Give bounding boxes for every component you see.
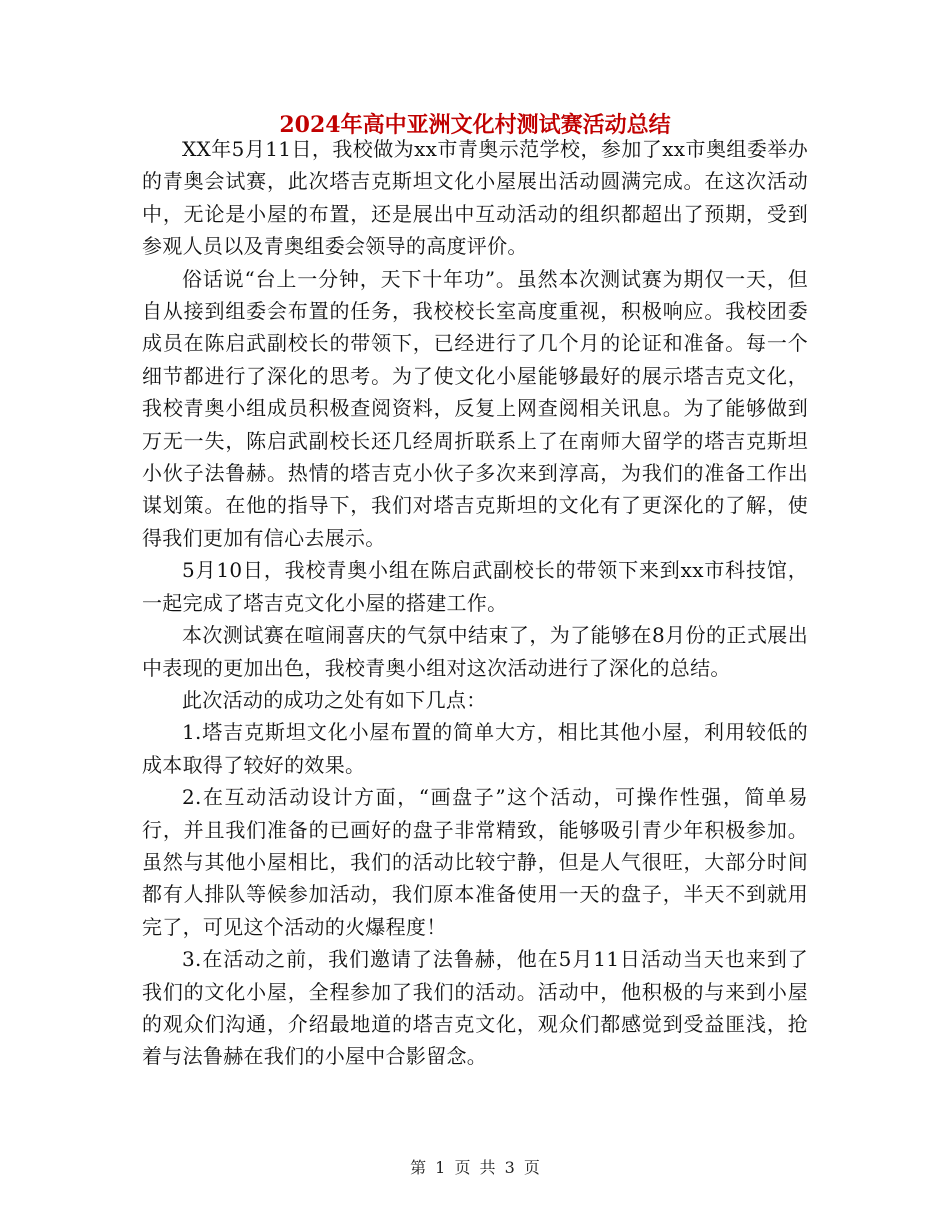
paragraph-point-1: 1.塔吉克斯坦文化小屋布置的简单大方，相比其他小屋，利用较低的成本取得了较好的效果。: [142, 720, 808, 777]
paragraph-point-3: 3.在活动之前，我们邀请了法鲁赫，他在5月11日活动当天也来到了我们的文化小屋，全程参加了我们的活动。活动中，他积极的与来到小屋的观众们沟通，介绍最地道的塔吉克文化，观众们都感觉到受益匪浅，抢着与法鲁赫在我们的小屋中合影留念。: [142, 947, 808, 1069]
paragraph-preparation: 俗话说“台上一分钟，天下十年功”。虽然本次测试赛为期仅一天，但自从接到组委会布置的任务，我校校长室高度重视，积极响应。我校团委成员在陈启武副校长的带领下，已经进行了几个月的论证和准备。每一个细节都进行了深化的思考。为了使文化小屋能够最好的展示塔吉克文化，我校青奥小组成员积极查阅资料，反复上网查阅相关讯息。为了能够做到万无一失，陈启武副校长还几经周折联系上了在南师大留学的塔吉克斯坦小伙子法鲁赫。热情的塔吉克小伙子多次来到淳高，为我们的准备工作出谋划策。在他的指导下，我们对塔吉克斯坦的文化有了更深化的了解，使得我们更加有信心去展示。: [142, 266, 808, 550]
paragraph-point-2: 2.在互动活动设计方面，“画盘子”这个活动，可操作性强，简单易行，并且我们准备的已画好的盘子非常精致，能够吸引青少年积极参加。虽然与其他小屋相比，我们的活动比较宁静，但是人气很旺，大部分时间都有人排队等候参加活动，我们原本准备使用一天的盘子，半天不到就用完了，可见这个活动的火爆程度！: [142, 785, 808, 939]
paragraph-setup: 5月10日，我校青奥小组在陈启武副校长的带领下来到xx市科技馆，一起完成了塔吉克文化小屋的搭建工作。: [142, 558, 808, 615]
document-title: 2024年高中亚洲文化村测试赛活动总结: [279, 112, 671, 138]
paragraph-summary: 本次测试赛在喧闹喜庆的气氛中结束了，为了能够在8月份的正式展出中表现的更加出色，我校青奥小组对这次活动进行了深化的总结。: [142, 623, 808, 680]
paragraph-success-intro: 此次活动的成功之处有如下几点：: [182, 687, 487, 712]
page-footer: 第 1 页 共 3 页: [410, 1158, 540, 1177]
paragraph-intro: XX年5月11日，我校做为xx市青奥示范学校，参加了xx市奥组委举办的青奥会试赛，此次塔吉克斯坦文化小屋展出活动圆满完成。在这次活动中，无论是小屋的布置，还是展出中互动活动的组织都超出了预期，受到参观人员以及青奥组委会领导的高度评价。: [142, 137, 808, 259]
document-body: [142, 133, 808, 1073]
